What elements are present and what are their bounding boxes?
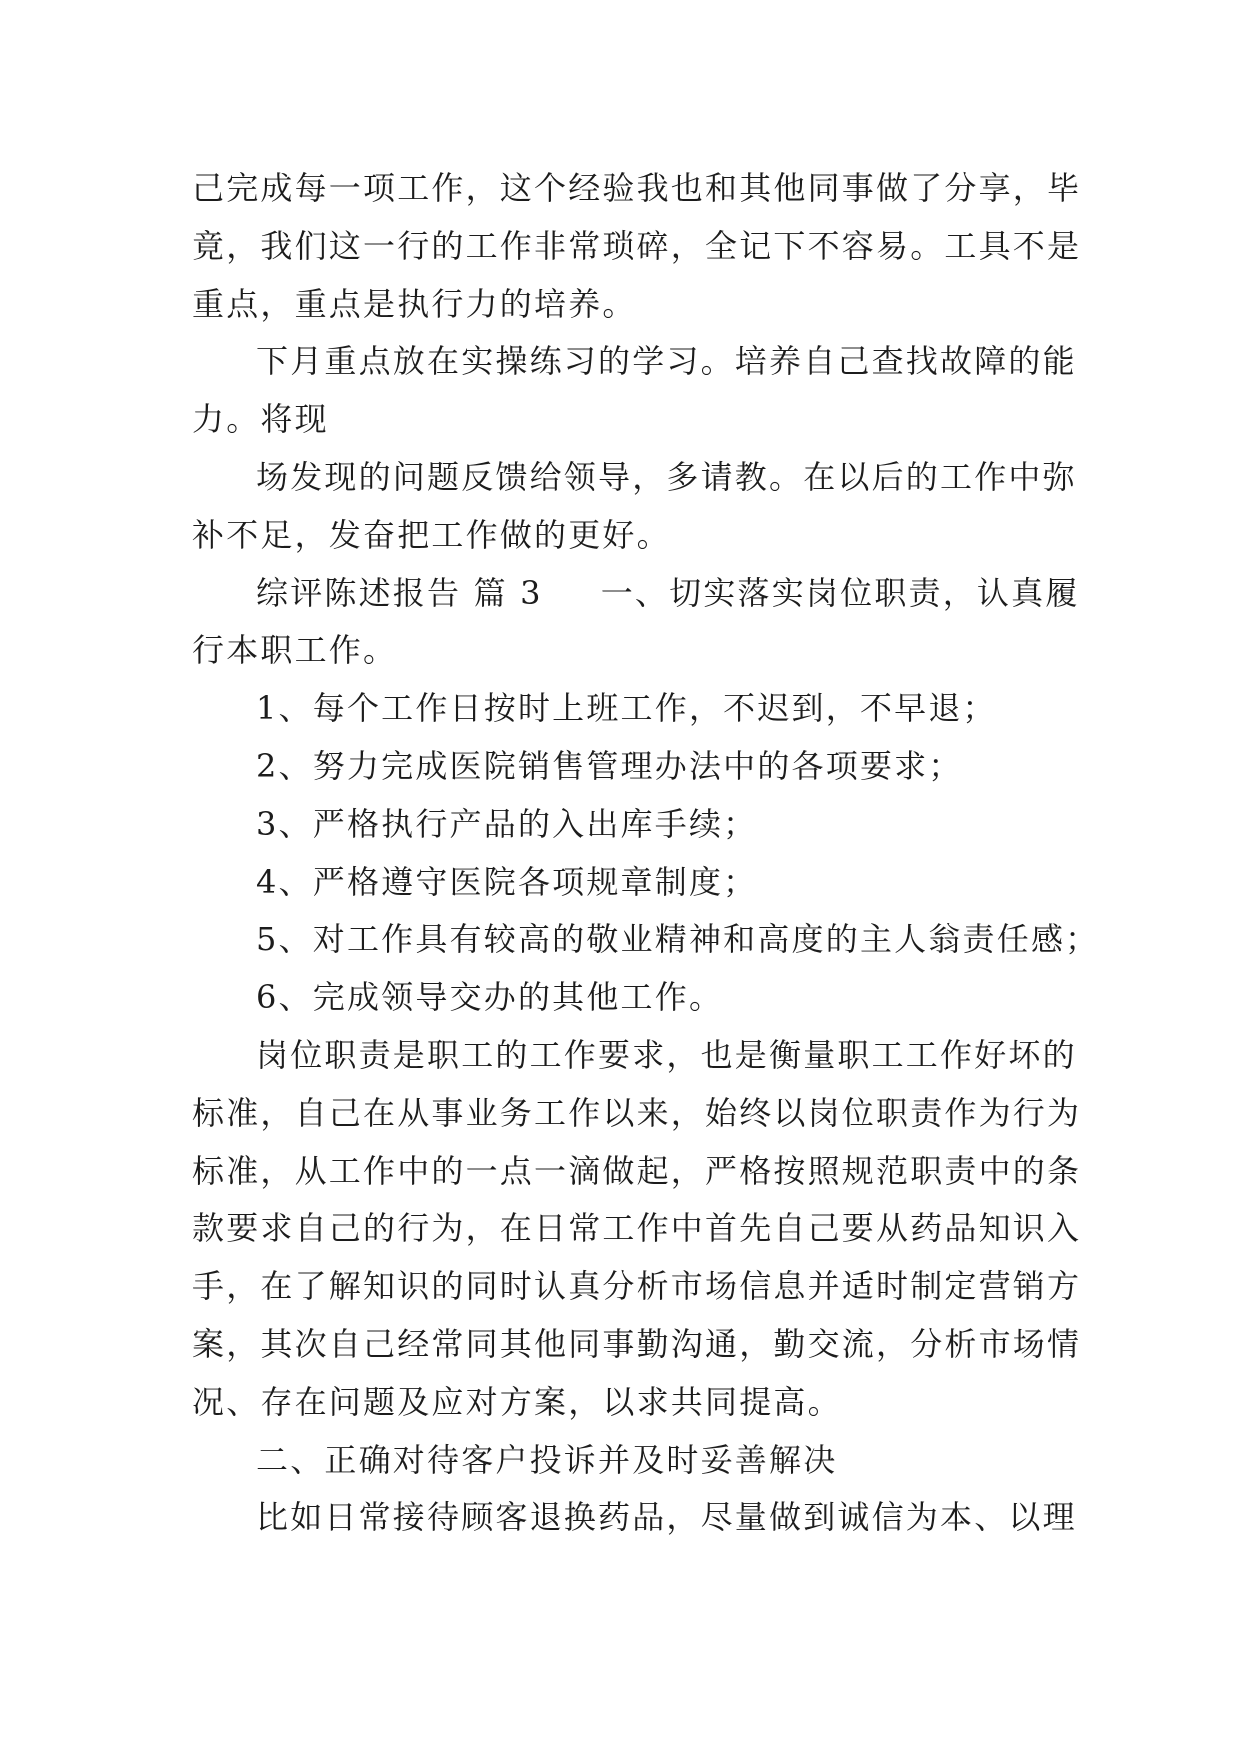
paragraph-line: 行本职工作。 — [192, 631, 398, 670]
paragraph-line: 款要求自己的行为，在日常工作中首先自己要从药品知识入 — [192, 1209, 1082, 1248]
paragraph-line: 重点，重点是执行力的培养。 — [192, 284, 637, 323]
list-item: 1、每个工作日按时上班工作，不迟到，不早退； — [256, 689, 997, 728]
section-first-item: 一、切实落实岗位职责，认真履 — [600, 573, 1080, 612]
paragraph-line: 力。将现 — [192, 400, 329, 439]
paragraph-line: 己完成每一项工作，这个经验我也和其他同事做了分享，毕 — [192, 169, 1082, 207]
paragraph-line: 竟，我们这一行的工作非常琐碎，全记下不容易。工具不是 — [192, 226, 1082, 265]
report-title: 综评陈述报告 — [256, 573, 462, 612]
list-item: 2、努力完成医院销售管理办法中的各项要求； — [256, 746, 963, 785]
list-item: 6、完成领导交办的其他工作。 — [256, 978, 724, 1017]
list-item: 4、严格遵守医院各项规章制度； — [256, 862, 758, 901]
paragraph-line: 标准，自己在从事业务工作以来，始终以岗位职责作为行为 — [192, 1093, 1082, 1132]
paragraph-line: 场发现的问题反馈给领导，多请教。在以后的工作中弥 — [256, 457, 1077, 496]
paragraph-line: 手，在了解知识的同时认真分析市场信息并适时制定营销方 — [192, 1267, 1082, 1306]
paragraph-line: 比如日常接待顾客退换药品，尽量做到诚信为本、以理 — [256, 1498, 1077, 1537]
paragraph-line: 补不足，发奋把工作做的更好。 — [192, 515, 671, 554]
part-number: 篇 3 — [473, 573, 543, 612]
paragraph-line: 案，其次自己经常同其他同事勤沟通，勤交流，分析市场情 — [192, 1324, 1082, 1363]
paragraph-line: 标准，从工作中的一点一滴做起，严格按照规范职责中的条 — [192, 1151, 1082, 1190]
section-heading-line — [192, 565, 1080, 623]
paragraph-line: 况、存在问题及应对方案，以求共同提高。 — [192, 1382, 842, 1421]
list-item: 3、严格执行产品的入出库手续； — [256, 804, 758, 843]
list-item: 5、对工作具有较高的敬业精神和高度的主人翁责任感； — [256, 920, 1100, 959]
section-heading: 二、正确对待客户投诉并及时妥善解决 — [256, 1440, 838, 1479]
document-body — [192, 160, 1100, 1547]
paragraph-line: 岗位职责是职工的工作要求，也是衡量职工工作好坏的 — [256, 1035, 1077, 1074]
paragraph-line: 下月重点放在实操练习的学习。培养自己查找故障的能 — [256, 342, 1077, 381]
